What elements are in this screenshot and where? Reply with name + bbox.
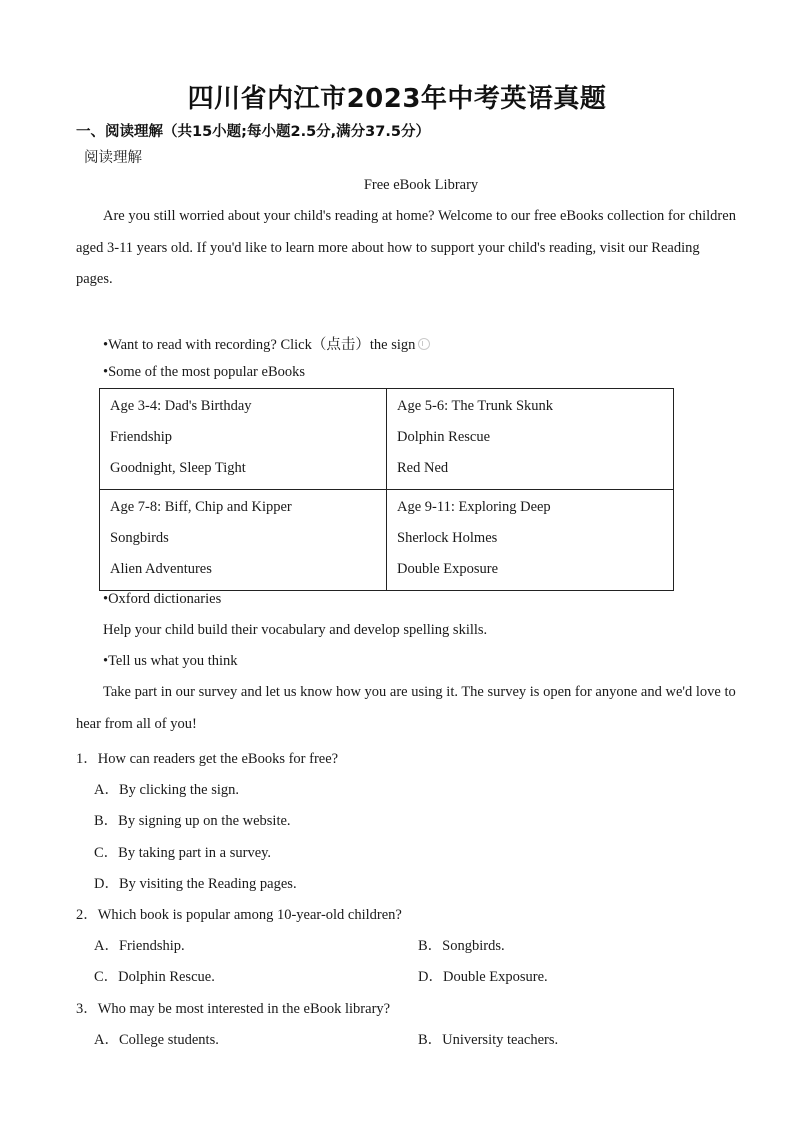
book-entry: Red Ned (397, 460, 449, 476)
table-row (100, 389, 674, 490)
question-1-stem: 1．How can readers get the eBooks for free? (76, 751, 339, 767)
table-cell (387, 490, 674, 591)
survey-line-2: hear from all of you! (76, 716, 197, 732)
question-1-option-b[interactable]: B．By signing up on the website. (94, 813, 291, 829)
survey-line-1: Take part in our survey and let us know how you are using it. The survey is open for anyone and we'd love to (103, 684, 736, 700)
intro-line-2: aged 3-11 years old. If you'd like to learn more about how to support your child's reading, visit our Reading (76, 240, 700, 256)
book-entry: Dolphin Rescue (397, 429, 491, 445)
question-3-option-a[interactable]: A．College students. (94, 1032, 219, 1048)
book-entry: Age 3-4: Dad's Birthday (110, 398, 252, 414)
table-cell (387, 389, 674, 490)
bullet-recording (103, 333, 430, 354)
question-1-option-a[interactable]: A．By clicking the sign. (94, 782, 239, 798)
question-2-option-a[interactable]: A．Friendship. (94, 938, 185, 954)
bullet-tell: •Tell us what you think (103, 653, 238, 669)
question-2-option-c[interactable]: C．Dolphin Rescue. (94, 969, 215, 985)
question-1-option-c[interactable]: C．By taking part in a survey. (94, 845, 272, 861)
question-2-option-d[interactable]: D．Double Exposure. (418, 969, 548, 985)
oxford-text: Help your child build their vocabulary and develop spelling skills. (103, 622, 488, 638)
question-3-stem: 3．Who may be most interested in the eBook library? (76, 1001, 391, 1017)
question-2-stem: 2．Which book is popular among 10-year-old children? (76, 907, 402, 923)
question-1-option-d[interactable]: D．By visiting the Reading pages. (94, 876, 297, 892)
page-title: 四川省内江市2023年中考英语真题 (187, 84, 607, 114)
section-heading: 一、阅读理解（共15小题;每小题2.5分,满分37.5分） (76, 124, 430, 140)
table-cell (100, 389, 387, 490)
book-entry: Age 9-11: Exploring Deep (397, 499, 551, 515)
book-entry: Double Exposure (397, 561, 499, 577)
sub-label: 阅读理解 (84, 150, 142, 166)
popular-ebooks-table (99, 388, 674, 591)
table-cell (100, 490, 387, 591)
question-2-option-b[interactable]: B．Songbirds. (418, 938, 505, 954)
intro-line-3: pages. (76, 271, 113, 287)
intro-line-1: Are you still worried about your child's reading at home? Welcome to our free eBooks collection for children (103, 208, 736, 224)
book-entry: Goodnight, Sleep Tight (110, 460, 246, 476)
bullet-oxford: •Oxford dictionaries (103, 591, 222, 607)
recording-sign-icon[interactable] (418, 338, 430, 350)
bullet-popular: •Some of the most popular eBooks (103, 364, 306, 380)
book-entry: Alien Adventures (110, 561, 212, 577)
book-entry: Age 5-6: The Trunk Skunk (397, 398, 554, 414)
book-entry: Songbirds (110, 530, 169, 546)
book-entry: Sherlock Holmes (397, 530, 498, 546)
book-entry: Friendship (110, 429, 173, 445)
table-row (100, 490, 674, 591)
book-entry: Age 7-8: Biff, Chip and Kipper (110, 499, 292, 515)
question-3-option-b[interactable]: B．University teachers. (418, 1032, 559, 1048)
bullet-recording-text: •Want to read with recording? Click（点击）the sign (103, 337, 416, 353)
passage-title: Free eBook Library (363, 177, 479, 193)
